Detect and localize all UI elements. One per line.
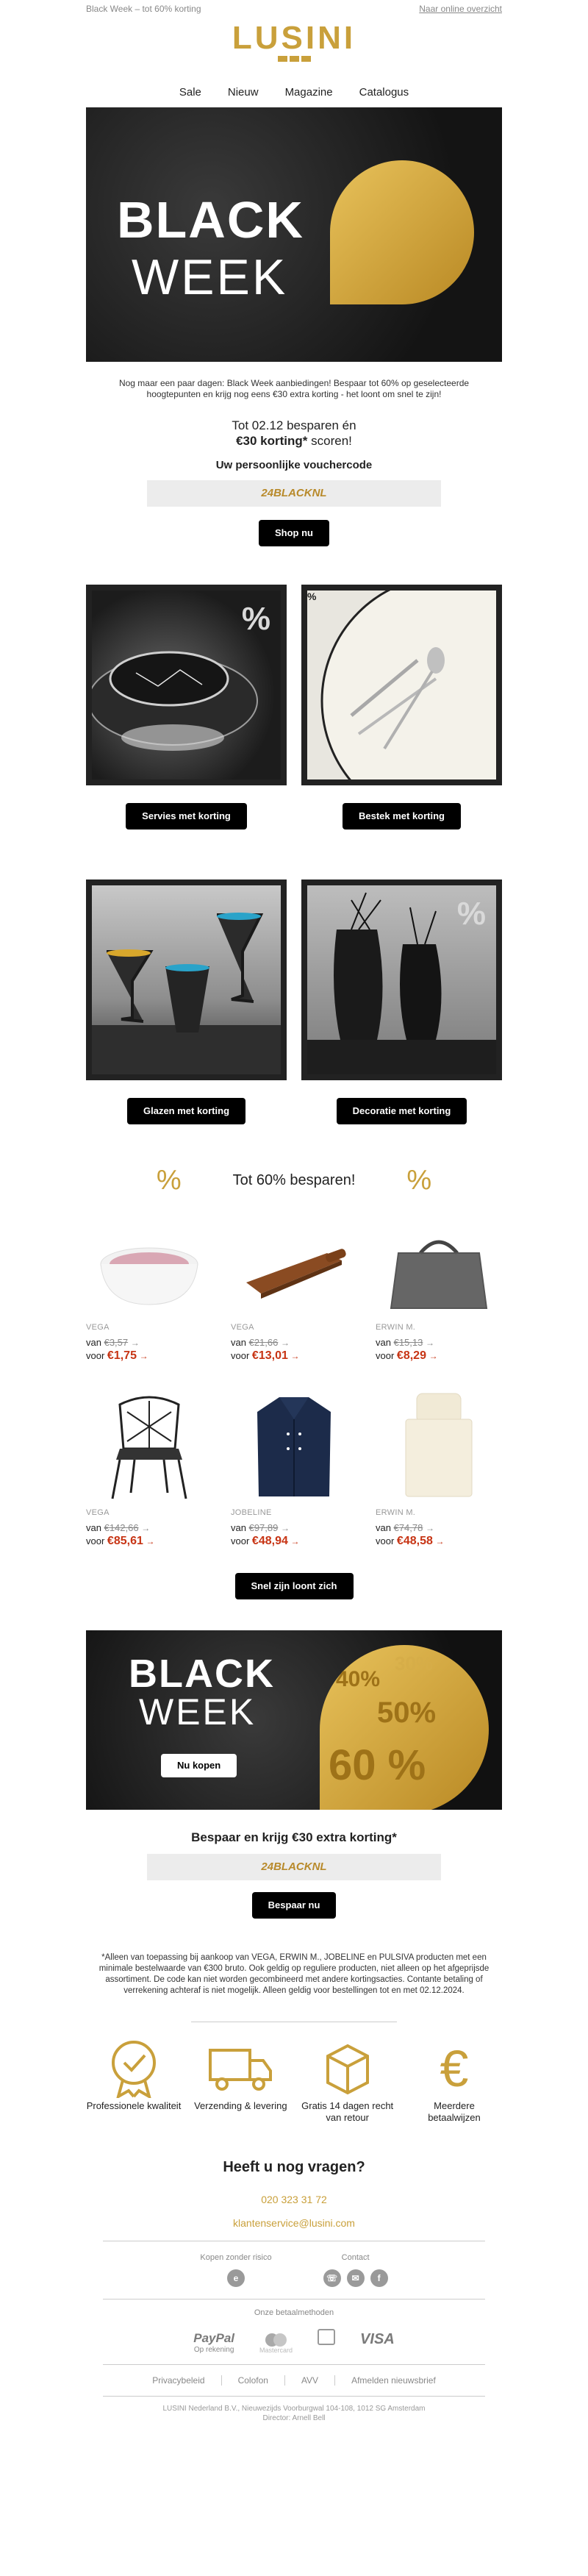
arrow-right-icon: → [425, 1338, 434, 1348]
category-tile-glazen[interactable] [86, 880, 287, 1124]
kopen-label: Kopen zonder risico [200, 2253, 272, 2262]
discount-percent-icon: % [241, 601, 270, 637]
brand-logo[interactable] [86, 18, 502, 76]
nav-catalogus[interactable]: Catalogus [359, 85, 409, 99]
arrow-right-icon: → [280, 1523, 290, 1533]
product-brand: JOBELINE [231, 1508, 272, 1517]
product-brand: VEGA [86, 1323, 110, 1332]
trusted-shops-icon[interactable]: e [227, 2269, 245, 2287]
nav-nieuw[interactable]: Nieuw [227, 85, 259, 99]
avv-link[interactable]: AVV [284, 2375, 334, 2386]
glazen-button[interactable]: Glazen met korting [127, 1098, 245, 1124]
sale-price: €48,58 [396, 1535, 433, 1547]
chair-image[interactable] [86, 1386, 212, 1504]
product-brand: ERWIN M. [376, 1508, 416, 1517]
bag-image[interactable] [376, 1224, 502, 1319]
usp-return [300, 2037, 395, 2124]
contact-title: Heeft u nog vragen? [223, 2159, 365, 2175]
shop-now-button[interactable]: Shop nu [259, 520, 329, 546]
logo-wordmark: LUSINI [232, 20, 356, 56]
decoratie-photo[interactable] [301, 880, 502, 1080]
deals-button[interactable]: Snel zijn loont zich [235, 1573, 354, 1599]
extra-title: Bespaar en krijg €30 extra korting* [191, 1830, 397, 1844]
hero2-title-week: WEEK [139, 1691, 257, 1733]
product-card[interactable] [376, 1386, 502, 1548]
arrow-right-icon: → [290, 1536, 300, 1546]
contact-phone[interactable]: 020 323 31 72 [261, 2194, 327, 2205]
ideal-icon [318, 2329, 335, 2345]
payment-methods [86, 2325, 502, 2354]
divider [103, 2396, 485, 2397]
product-card[interactable] [86, 1386, 212, 1548]
nav-magazine[interactable]: Magazine [284, 85, 333, 99]
unsubscribe-link[interactable]: Afmelden nieuwsbrief [334, 2375, 452, 2386]
offer-line2-rest: scoren! [307, 434, 352, 448]
return-box-icon [300, 2037, 395, 2100]
product-brand: ERWIN M. [376, 1323, 416, 1332]
quality-badge-icon [86, 2037, 182, 2100]
offer-line1: Tot 02.12 besparen én [232, 418, 356, 432]
privacy-link[interactable]: Privacybeleid [152, 2375, 205, 2386]
sale-price: €85,61 [107, 1535, 143, 1547]
footnote: *Alleen van toepassing bij aankoop van VEGA, ERWIN M., JOBELINE en PULSIVA producten met een minimale bestelwaarde van €300 bruto. Ook geldig op reguliere producten, niet alleen op het afgeprijsde assortiment. De code kan niet worden gecombineerd met andere kortingsacties. Contante betaling of verrekening achteraf is niet mogelijk. Alleen geldig voor bestellingen tot en met 02.12.2024. [98, 1953, 490, 1995]
bedding-image[interactable] [376, 1386, 502, 1504]
board-image[interactable] [231, 1224, 357, 1319]
voucher-code: 24BLACKNL [147, 480, 441, 507]
percent-30: 30% [395, 1652, 434, 1674]
percent-60: 60 % [329, 1741, 426, 1789]
product-price: van €21,66 → voor €13,01 → [231, 1337, 300, 1362]
category-tile-servies[interactable] [86, 585, 287, 829]
jacket-image[interactable] [231, 1386, 357, 1504]
gold-drop-shape [330, 160, 474, 304]
usp-label: Gratis 14 dagen recht van retour [301, 2100, 394, 2123]
usp-label: Professionele kwaliteit [86, 2100, 182, 2111]
sale-price: €8,29 [396, 1349, 426, 1362]
percent-50: 50% [377, 1696, 437, 1729]
product-row [86, 1224, 502, 1363]
paypal-logo: PayPal Op rekening [193, 2331, 235, 2354]
mastercard-icon [259, 2333, 293, 2347]
bestek-button[interactable]: Bestek met korting [343, 803, 461, 829]
category-row [86, 585, 502, 829]
arrow-right-icon: → [425, 1523, 434, 1533]
percent-icon: % [156, 1164, 182, 1196]
bestek-photo[interactable] [301, 585, 502, 785]
trust-block [200, 2253, 271, 2287]
product-price: van €74,78 → voor €48,58 → [376, 1522, 445, 1547]
old-price: €74,78 [393, 1522, 423, 1533]
offer-discount: €30 korting* [236, 434, 308, 448]
servies-button[interactable]: Servies met korting [126, 803, 247, 829]
arrow-right-icon: → [429, 1351, 438, 1361]
arrow-right-icon: → [146, 1536, 155, 1546]
bowl-image[interactable] [86, 1224, 212, 1319]
old-price: €3,57 [104, 1337, 129, 1348]
arrow-right-icon: → [290, 1351, 300, 1361]
percent-40: 40% [336, 1667, 381, 1691]
mail-icon[interactable]: ✉ [347, 2269, 365, 2287]
arrow-right-icon: → [139, 1351, 148, 1361]
footer-links [86, 2375, 502, 2386]
extra-code: 24BLACKNL [147, 1854, 441, 1880]
trust-contact-row [86, 2253, 502, 2287]
percent-icon: % [406, 1164, 432, 1196]
old-price: €97,89 [248, 1522, 279, 1533]
view-online-link[interactable]: Naar online overzicht [419, 4, 502, 14]
arrow-right-icon: → [435, 1536, 445, 1546]
nav-sale[interactable]: Sale [179, 85, 201, 99]
usp-payment [406, 2037, 502, 2124]
sale-price: €13,01 [251, 1349, 288, 1362]
product-card[interactable] [231, 1386, 357, 1548]
buy-now-button[interactable]: Nu kopen [161, 1754, 237, 1777]
cutlery-image [307, 591, 496, 779]
glazen-photo[interactable] [86, 880, 287, 1080]
divider [103, 2299, 485, 2300]
decoratie-button[interactable]: Decoratie met korting [337, 1098, 467, 1124]
usp-row [86, 2037, 502, 2124]
product-card[interactable] [376, 1224, 502, 1363]
contact-email[interactable]: klantenservice@lusini.com [233, 2217, 355, 2229]
sale-price: €1,75 [107, 1349, 137, 1362]
glasses-image [92, 885, 281, 1074]
product-card[interactable] [231, 1224, 357, 1363]
deals-title: Tot 60% besparen! [232, 1171, 356, 1188]
voucher-label: Uw persoonlijke vouchercode [215, 459, 373, 471]
product-price: van €15,13 → voor €8,29 → [376, 1337, 438, 1362]
euro-icon: € [440, 2040, 469, 2097]
save-now-button[interactable]: Bespaar nu [252, 1892, 337, 1919]
old-price: €15,13 [393, 1337, 423, 1348]
product-row [86, 1386, 502, 1548]
arrow-right-icon: → [280, 1338, 290, 1348]
company-address: LUSINI Nederland B.V., Nieuwezijds Voorburgwal 104-108, 1012 SG Amsterdam Director: Arnell Bell [162, 2405, 426, 2422]
category-tile-decoratie[interactable] [301, 880, 502, 1124]
logo-blocks-icon [86, 56, 502, 62]
hero2-banner[interactable] [86, 1630, 502, 1810]
deals-header [86, 1158, 502, 1202]
product-price: van €142,66 → voor €85,61 → [86, 1522, 155, 1547]
usp-quality [86, 2037, 182, 2124]
old-price: €21,66 [248, 1337, 279, 1348]
category-row [86, 880, 502, 1124]
usp-label: Meerdere betaalwijzen [428, 2100, 481, 2123]
colofon-link[interactable]: Colofon [221, 2375, 284, 2386]
preheader [86, 0, 502, 18]
visa-logo: VISA [360, 2331, 395, 2347]
hero-title-black: BLACK [117, 191, 304, 249]
payment-label: Onze betaalmethoden [254, 2308, 334, 2317]
product-price: van €3,57 → voor €1,75 → [86, 1337, 148, 1362]
delivery-truck-icon [193, 2037, 288, 2100]
arrow-right-icon: → [141, 1523, 151, 1533]
usp-delivery [193, 2037, 288, 2124]
contact-block [323, 2253, 388, 2287]
hero2-title-black: BLACK [129, 1652, 275, 1696]
preheader-text: Black Week – tot 60% korting [86, 4, 201, 14]
facebook-icon[interactable]: f [370, 2269, 388, 2287]
product-price: van €97,89 → voor €48,94 → [231, 1522, 300, 1547]
offer-text [86, 418, 502, 449]
hero-title-week: WEEK [132, 249, 288, 305]
whatsapp-icon[interactable]: ☏ [323, 2269, 341, 2287]
contact-label: Contact [341, 2253, 370, 2262]
divider [103, 2364, 485, 2365]
sale-price: €48,94 [251, 1535, 288, 1547]
product-brand: VEGA [231, 1323, 254, 1332]
hero-banner[interactable] [86, 107, 502, 362]
product-card[interactable] [86, 1224, 212, 1363]
arrow-right-icon: → [130, 1338, 140, 1348]
old-price: €142,66 [104, 1522, 139, 1533]
usp-label: Verzending & levering [194, 2100, 287, 2111]
discount-percent-icon: % [456, 896, 486, 932]
category-tile-bestek[interactable] [301, 585, 502, 829]
product-brand: VEGA [86, 1508, 110, 1517]
discount-percent-icon: % [307, 591, 317, 602]
servies-photo[interactable] [86, 585, 287, 785]
mastercard-logo: Mastercard [259, 2333, 293, 2354]
intro-text: Nog maar een paar dagen: Black Week aanbiedingen! Bespaar tot 60% op geselecteerde hoogtepunten en krijg nog eens €30 extra korting - het loont om snel te zijn! [118, 378, 470, 399]
main-nav [86, 76, 502, 107]
